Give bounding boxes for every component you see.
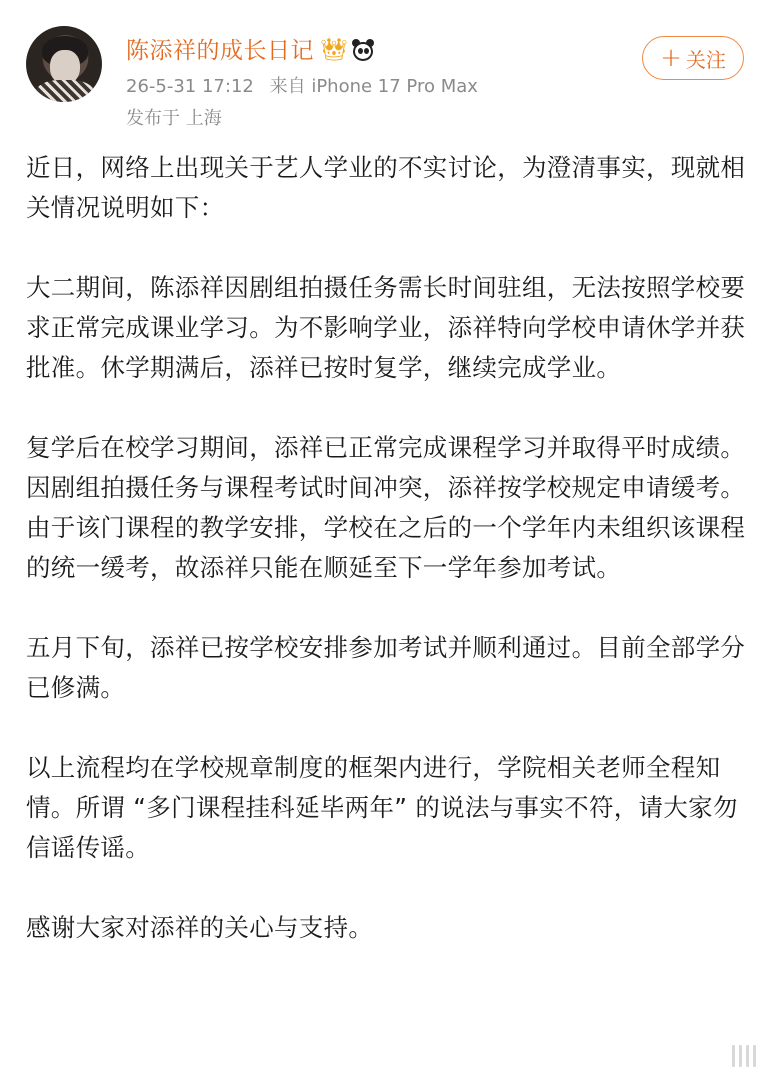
paragraph: 以上流程均在学校规章制度的框架内进行，学院相关老师全程知情。所谓 “多门课程挂科延毕两年” 的说法与事实不符，请大家勿信谣传谣。: [26, 753, 738, 862]
follow-button[interactable]: [642, 36, 744, 80]
avatar-shirt: [36, 80, 94, 102]
paragraph: 五月下旬，添祥已按学校安排参加考试并顺利通过。目前全部学分已修满。: [26, 633, 746, 702]
plus-icon: +: [660, 43, 682, 73]
avatar[interactable]: [26, 26, 102, 102]
crown-icon: 👑︎: [320, 38, 348, 63]
paragraph: 大二期间，陈添祥因剧组拍摄任务需长时间驻组，无法按照学校要求正常完成课业学习。为不影响学业，添祥特向学校申请休学并获批准。休学期满后，添祥已按时复学，继续完成学业。: [26, 273, 746, 382]
panda-icon: [350, 38, 376, 64]
author-name[interactable]: 陈添祥的成长日记: [126, 38, 314, 64]
paragraph: 复学后在校学习期间，添祥已正常完成课程学习并取得平时成绩。因剧组拍摄任务与课程考试时间冲突，添祥按学校规定申请缓考。由于该门课程的教学安排，学校在之后的一个学年内未组织该课程的统一缓考，故添祥只能在顺延至下一学年参加考试。: [26, 433, 746, 582]
post-source: 来自 iPhone 17 Pro Max: [269, 76, 478, 97]
paragraph: 近日，网络上出现关于艺人学业的不实讨论，为澄清事实，现就相关情况说明如下：: [26, 153, 746, 222]
post-location: 发布于 上海: [126, 108, 222, 129]
post-content: [26, 148, 746, 948]
long-image-icon: [712, 1042, 756, 1070]
username-row: [126, 34, 376, 68]
paragraph: 感谢大家对添祥的关心与支持。: [26, 913, 374, 942]
follow-button-label: 关注: [685, 47, 726, 72]
avatar-face: [50, 50, 80, 84]
post-header: [26, 26, 746, 136]
post-timestamp: 26-5-31 17:12: [126, 76, 254, 97]
post-meta: [126, 74, 478, 100]
